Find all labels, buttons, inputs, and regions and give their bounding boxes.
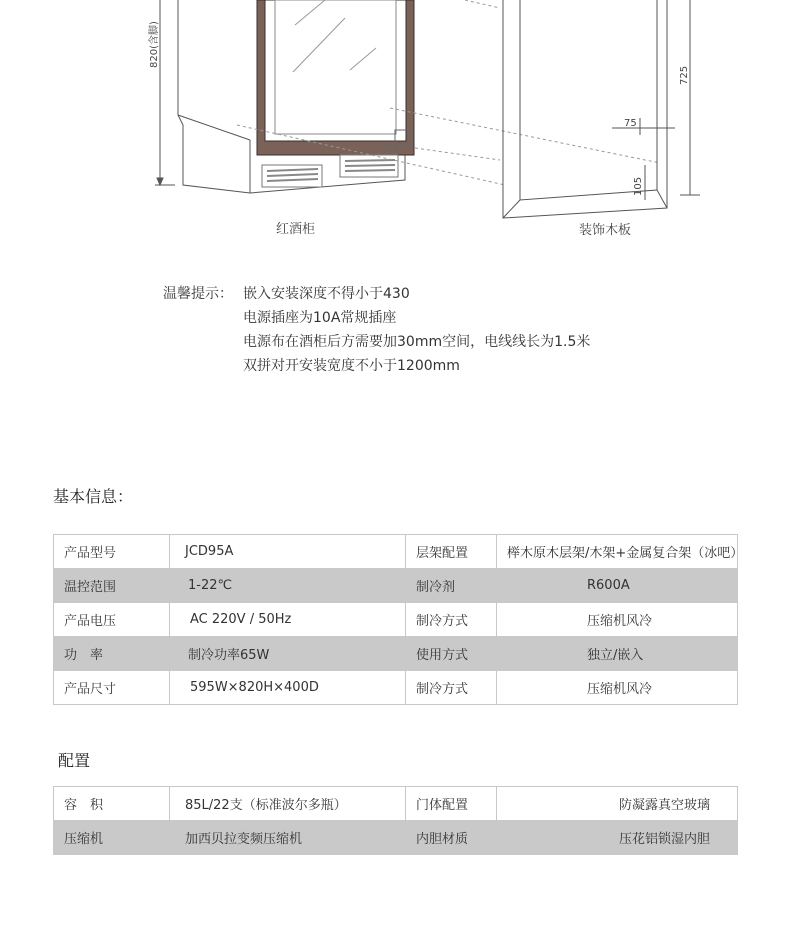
spec-key: 制冷方式	[406, 671, 497, 705]
table-row	[54, 787, 738, 821]
wood-panel-caption: 装饰木板	[579, 223, 632, 238]
installation-diagram	[0, 0, 790, 250]
spec-key: 使用方式	[406, 637, 497, 671]
basic-info-table	[53, 534, 744, 705]
spec-value: 压缩机风冷	[497, 603, 738, 637]
spec-key: 制冷方式	[406, 603, 497, 637]
spec-value: 1-22℃	[170, 569, 406, 603]
spec-value: 防凝露真空玻璃	[497, 787, 738, 821]
height-dimension-label: 820(含脚)	[149, 21, 160, 68]
spec-key: 温控范围	[54, 569, 170, 603]
panel-height-dimension: 725	[679, 65, 690, 85]
spec-key: 容 积	[54, 787, 170, 821]
table-row	[54, 569, 738, 603]
spec-key: 功 率	[54, 637, 170, 671]
basic-info-heading: 基本信息：	[53, 487, 134, 506]
install-tips	[163, 282, 590, 378]
config-table	[53, 786, 738, 855]
tip-line: 双拼对开安装宽度不小于1200mm	[243, 358, 460, 374]
table-row	[54, 671, 738, 705]
spec-key: 门体配置	[406, 787, 497, 821]
spec-value: 压缩机风冷	[497, 671, 738, 705]
wine-cabinet-caption: 红酒柜	[276, 222, 316, 237]
tip-line: 电源插座为10A常规插座	[243, 310, 397, 326]
table-row	[54, 821, 738, 855]
spec-key: 内胆材质	[406, 821, 497, 855]
spec-value: 独立/嵌入	[497, 637, 738, 671]
spec-value: 压花铝锁湿内胆	[497, 821, 738, 855]
spec-key: 产品型号	[54, 535, 170, 569]
spec-key: 产品电压	[54, 603, 170, 637]
spec-value: 595W×820H×400D	[170, 671, 406, 705]
tip-line: 电源布在酒柜后方需要加30mm空间，电线线长为1.5米	[243, 334, 591, 350]
spec-value: 榉木原木层架/木架+金属复合架（冰吧）	[497, 535, 738, 569]
offset-dimension-75: 75	[624, 118, 637, 129]
table-row	[54, 535, 738, 569]
offset-dimension-105: 105	[633, 176, 644, 196]
tips-label: 温馨提示：	[163, 286, 233, 302]
table-row	[54, 603, 738, 637]
spec-key: 制冷剂	[406, 569, 497, 603]
spec-key: 层架配置	[406, 535, 497, 569]
spec-key: 产品尺寸	[54, 671, 170, 705]
spec-value: 加西贝拉变频压缩机	[170, 821, 406, 855]
spec-value: JCD95A	[170, 535, 406, 569]
spec-value: R600A	[497, 569, 738, 603]
spec-value: 85L/22支（标准波尔多瓶）	[170, 787, 406, 821]
table-row	[54, 637, 738, 671]
spec-key: 压缩机	[54, 821, 170, 855]
spec-value: AC 220V / 50Hz	[170, 603, 406, 637]
tip-line: 嵌入安装深度不得小于430	[243, 286, 410, 302]
config-heading: 配置	[58, 751, 91, 770]
spec-value: 制冷功率65W	[170, 637, 406, 671]
